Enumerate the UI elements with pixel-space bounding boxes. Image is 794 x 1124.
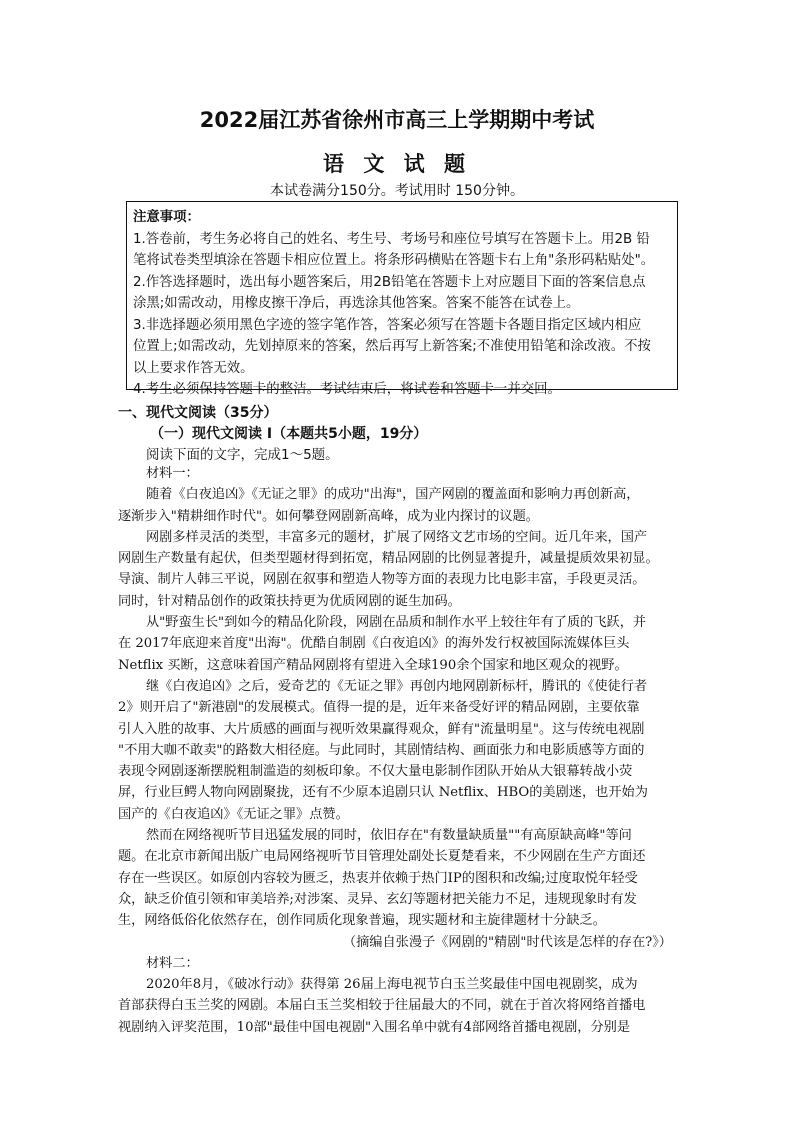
- exam-title: 2022届江苏省徐州市高三上学期期中考试: [199, 108, 595, 132]
- passage-line: 视剧纳入评奖范围，10部"最佳中国电视剧"入围名单中就有4部网络首播电视剧，分别是: [118, 1019, 631, 1035]
- passage-line: 随着《白夜追凶》《无证之罪》的成功"出海"，国产网剧的覆盖面和影响力再创新高，: [146, 487, 640, 503]
- passage-line: 材料二：: [146, 955, 199, 971]
- notice-line: 3.非选择题必须用黑色字迹的签字笔作答，答案必须写在答题卡各题目指定区域内相应: [133, 317, 642, 333]
- notice-title: 注意事项：: [133, 210, 200, 225]
- passage-line: 屏，行业巨鳄人物向网剧聚拢，还有不少原本追剧只认 Netflix、HBO的美剧迷，也开始为: [118, 785, 648, 801]
- passage-line: 在 2017年底迎来首度"出海"。优酷自制剧《白夜追凶》的海外发行权被国际流媒体巨头: [118, 636, 630, 652]
- notice-line: 2.作答选择题时，选出每小题答案后，用2B铅笔在答题卡上对应题目下面的答案信息点: [133, 274, 646, 290]
- passage-line: 首部获得白玉兰奖的网剧。本届白玉兰奖相较于往届最大的不同，就在于首次将网络首播电: [118, 998, 646, 1014]
- passage-line: 表现令网剧逐渐摆脱粗制滥造的刻板印象。不仅大量电影制作团队开始从大银幕转战小荧: [118, 764, 633, 780]
- passage-line: 存在一些误区。如原创内容较为匮乏，热衷并依赖于热门IP的图积和改编;过度取悦年轻受: [118, 870, 638, 886]
- section-subheading: （一）现代文阅读 I（本题共5小题，19分）: [150, 426, 428, 442]
- passage-line: Netflix 买断，这意味着国产精品网剧将有望进入全球190余个国家和地区观众的视野。: [118, 657, 628, 673]
- passage-line: 网剧生产数量有起伏，但类型题材得到拓宽，精品网剧的比例显著提升，减量提质效果初显。: [118, 551, 659, 567]
- passage-line: 网剧多样灵活的类型，丰富多元的题材，扩展了网络文艺市场的空间。近几年来，国产: [146, 529, 648, 545]
- passage-line: 引人入胜的故事、大片质感的画面与视听效果赢得观众，鲜有"流量明星"。这与传统电视剧: [118, 721, 645, 737]
- passage-line: 然而在网络视听节目迅猛发展的同时，依旧存在"有数量缺质量""有高原缺高峰"等问: [146, 828, 632, 844]
- notice-line: 笔将试卷类型填涂在答题卡相应位置上。将条形码横贴在答题卡右上角"条形码粘贴处"。: [133, 253, 655, 268]
- passage-line: 2》则开启了"新港剧"的发展模式。值得一提的是，近年来备受好评的精品网剧，主要依靠: [118, 700, 640, 716]
- reading-instruction: 阅读下面的文字，完成1～5题。: [146, 447, 339, 463]
- exam-meta: 本试卷满分150分。考试用时 150分钟。: [270, 183, 524, 199]
- passage-line: 同时，针对精品创作的政策扶持更为优质网剧的诞生加码。: [118, 593, 461, 609]
- notice-line: 以上要求作答无效。: [133, 360, 254, 376]
- passage-line: 材料一：: [146, 466, 199, 481]
- passage-line: 继《白夜追凶》之后，爱奇艺的《无证之罪》再创内地网剧新标杆，腾讯的《使徒行者: [146, 678, 648, 694]
- exam-subtitle: 语 文 试 题: [323, 152, 471, 176]
- passage-line: 从"野蛮生长"到如今的精品化阶段，网剧在品质和制作水平上较往年有了质的飞跃，并: [146, 615, 647, 631]
- notice-lines: [133, 229, 671, 401]
- passage-line: "不用大咖不敢卖"的路数大相径庭。与此同时，其剧情结构、画面张力和电影质感等方面的: [118, 742, 645, 758]
- passage-text: [118, 463, 678, 1038]
- notice-line: 位置上;如需改动，先划掉原来的答案，然后再写上新答案;不准使用铅笔和涂改液。不按: [133, 339, 651, 354]
- notice-line: 涂黑;如需改动，用橡皮擦干净后，再选涂其他答案。答案不能答在试卷上。: [133, 296, 580, 311]
- passage-line: 众，缺乏价值引领和审美培养;对涉案、灵异、玄幻等题材把关能力不足，违规现象时有发: [118, 891, 637, 907]
- section-heading: 一、现代文阅读（35分）: [118, 405, 278, 421]
- notice-line: 1.答卷前，考生务必将自己的姓名、考生号、考场号和座位号填写在答题卡上。用2B 铅: [133, 231, 650, 247]
- notice-box: [126, 201, 678, 397]
- passage-line: 生，网络低俗化依然存在，创作同质化现象普遍，现实题材和主旋律题材十分缺乏。: [118, 913, 606, 929]
- passage-line: 国产的《白夜追凶》《无证之罪》点赞。: [118, 806, 349, 822]
- passage-line: （摘编自张漫子《网剧的"精剧"时代该是怎样的存在?》）: [342, 934, 672, 950]
- notice-line: 4.考生必须保持答题卡的整洁。考试结束后，将试卷和答题卡一并交回。: [133, 382, 561, 397]
- passage-line: 题。在北京市新闻出版广电局网络视听节目管理处副处长夏楚看来，不少网剧在生产方面还: [118, 849, 646, 865]
- passage-line: 逐渐步入"精耕细作时代"。如何攀登网剧新高峰，成为业内探讨的议题。: [118, 508, 539, 524]
- passage-line: 导演、制片人韩三平说，网剧在叙事和塑造人物等方面的表现力比电影丰富，手段更灵活。: [118, 572, 646, 588]
- passage-line: 2020年8月，《破冰行动》获得第 26届上海电视节白玉兰奖最佳中国电视剧奖，成为: [146, 977, 638, 993]
